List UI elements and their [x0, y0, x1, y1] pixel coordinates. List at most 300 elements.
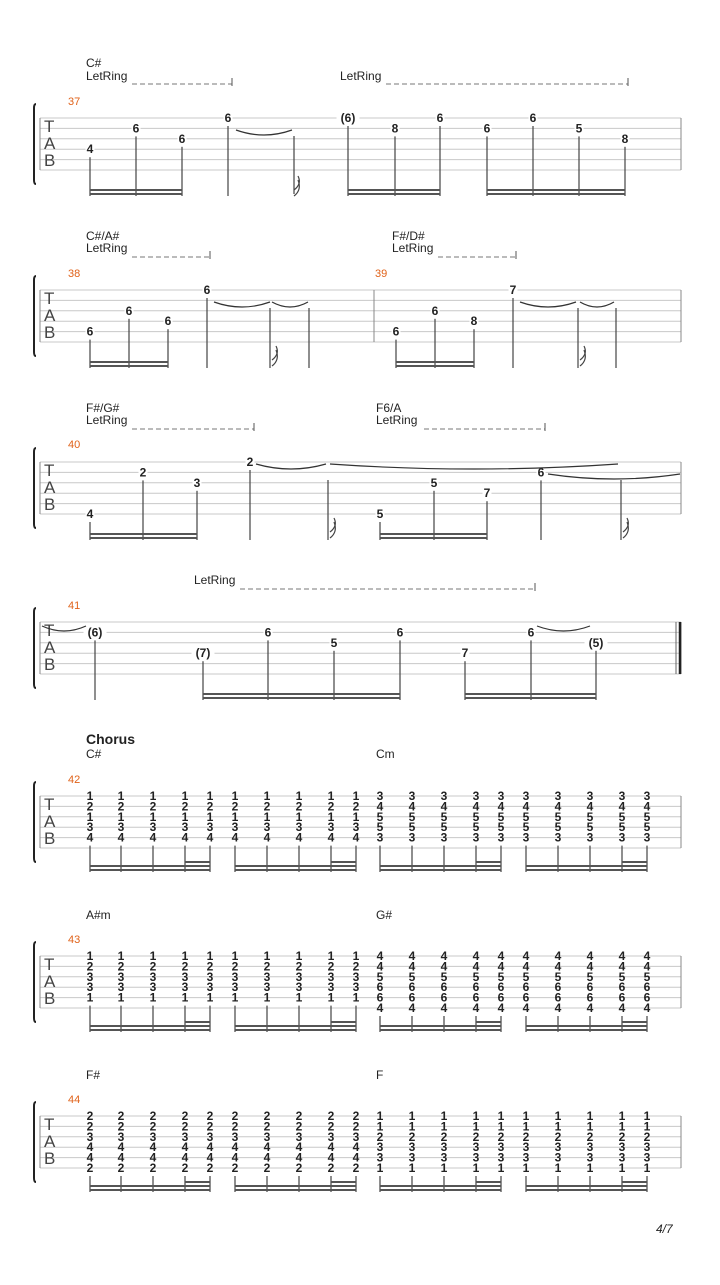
fret-number: 6 [392, 324, 400, 339]
fret-number: 4 [643, 949, 651, 963]
fret-number: 3 [206, 980, 214, 995]
measure-number: 40 [68, 439, 81, 451]
fret-number: 5 [618, 809, 626, 824]
fret-number: 1 [618, 1119, 626, 1134]
fret-number: 3 [117, 820, 125, 835]
fret-number: 3 [352, 820, 360, 835]
fret-number: 3 [149, 980, 157, 995]
tab-letter: T [44, 1115, 55, 1134]
fret-number: 8 [391, 121, 399, 136]
letring-label: LetRing [392, 241, 434, 255]
fret-number: 2 [440, 1129, 448, 1144]
fret-number: 4 [586, 1001, 594, 1015]
fret-number: 5 [575, 121, 583, 136]
fret-number: 1 [352, 949, 360, 963]
fret-number: 5 [586, 820, 594, 835]
tie [330, 464, 618, 469]
fret-number: 1 [295, 809, 303, 824]
fret-number: 4 [376, 959, 384, 974]
fret-number: 1 [86, 789, 94, 803]
fret-number: 6 [436, 111, 444, 125]
fret-number: 5 [376, 809, 384, 824]
fret-number: 3 [327, 980, 335, 995]
fret-number: 5 [522, 820, 530, 835]
chord-label: C# [86, 56, 102, 70]
fret-number: 1 [472, 1119, 480, 1134]
fret-number: 3 [618, 1140, 626, 1155]
fret-number: 3 [522, 830, 530, 845]
chord-label: F#/D# [392, 229, 425, 243]
fret-number: 3 [643, 1150, 651, 1165]
tab-letter: B [44, 151, 56, 170]
fret-number: 6 [396, 625, 404, 640]
fret-number: 3 [554, 789, 562, 803]
chord-label: A#m [86, 908, 111, 922]
fret-number: 1 [618, 1161, 626, 1175]
fret-number: 4 [586, 949, 594, 963]
fret-number: 1 [86, 809, 94, 824]
fret-number: (6) [87, 625, 103, 640]
fret-number: 4 [327, 1140, 335, 1155]
fret-number: 2 [181, 799, 189, 814]
fret-number: 5 [643, 809, 651, 824]
fret-number: 2 [497, 1129, 505, 1144]
tab-letter: T [44, 117, 55, 136]
chord-label: G# [376, 908, 393, 922]
fret-number: 4 [231, 830, 239, 845]
fret-number: 2 [263, 1109, 271, 1123]
chord-label: Cm [376, 747, 395, 761]
fret-number: 1 [522, 1161, 530, 1175]
chord-label: F6/A [376, 401, 402, 415]
fret-number: 6 [618, 980, 626, 995]
fret-number: 7 [483, 486, 491, 501]
fret-number: 4 [522, 1001, 530, 1015]
fret-number: 1 [472, 1161, 480, 1175]
fret-number: 2 [376, 1129, 384, 1144]
fret-number: 3 [352, 1129, 360, 1144]
fret-number: 4 [522, 949, 530, 963]
fret-number: 6 [178, 131, 186, 146]
fret-number: 1 [618, 1109, 626, 1123]
fret-number: 3 [117, 1129, 125, 1144]
fret-number: 4 [181, 1140, 189, 1155]
fret-number: 3 [440, 830, 448, 845]
tab-letter: B [44, 323, 56, 342]
fret-number: 4 [149, 830, 157, 845]
fret-number: 4 [376, 799, 384, 814]
fret-number: 1 [554, 1109, 562, 1123]
fret-number: 6 [125, 303, 133, 318]
fret-number: 2 [522, 1129, 530, 1144]
measure-number: 43 [68, 934, 81, 946]
letring-label: LetRing [376, 413, 418, 427]
fret-number: 3 [376, 789, 384, 803]
fret-number: 2 [86, 799, 94, 814]
fret-number: 6 [431, 303, 439, 318]
section-title: Chorus [86, 731, 135, 747]
fret-number: 3 [327, 1129, 335, 1144]
fret-number: 2 [352, 959, 360, 974]
fret-number: 7 [509, 283, 517, 297]
fret-number: 5 [522, 969, 530, 984]
fret-number: (7) [195, 646, 211, 661]
system-bracket [34, 448, 36, 528]
fret-number: 5 [472, 809, 480, 824]
fret-number: 5 [408, 820, 416, 835]
fret-number: 1 [263, 990, 271, 1005]
chord-label: F# [86, 1068, 101, 1082]
fret-number: 3 [408, 1150, 416, 1165]
fret-number: 1 [522, 1109, 530, 1123]
fret-number: 3 [440, 1150, 448, 1165]
fret-number: 6 [164, 314, 172, 329]
fret-number: 2 [149, 1119, 157, 1134]
fret-number: 3 [231, 820, 239, 835]
fret-number: 2 [206, 1119, 214, 1134]
fret-number: 1 [117, 990, 125, 1005]
fret-number: 3 [522, 1140, 530, 1155]
fret-number: 2 [117, 799, 125, 814]
fret-number: 3 [643, 1140, 651, 1155]
fret-number: 3 [554, 1150, 562, 1165]
letring-label: LetRing [340, 69, 382, 83]
fret-number: 1 [86, 990, 94, 1005]
fret-number: 6 [497, 980, 505, 995]
fret-number: 1 [181, 789, 189, 803]
fret-number: 5 [497, 820, 505, 835]
fret-number: 3 [295, 1129, 303, 1144]
tab-letter: T [44, 955, 55, 974]
fret-number: 3 [263, 820, 271, 835]
fret-number: 3 [149, 820, 157, 835]
fret-number: 3 [193, 475, 201, 490]
fret-number: 3 [408, 789, 416, 803]
fret-number: 2 [231, 1161, 239, 1175]
fret-number: 4 [117, 1150, 125, 1165]
fret-number: 1 [440, 1109, 448, 1123]
fret-number: 3 [263, 980, 271, 995]
fret-number: 3 [295, 820, 303, 835]
fret-number: 6 [643, 990, 651, 1005]
fret-number: 2 [327, 1109, 335, 1123]
fret-number: 4 [618, 949, 626, 963]
fret-number: 4 [408, 1001, 416, 1015]
fret-number: 4 [408, 959, 416, 974]
fret-number: 3 [586, 1140, 594, 1155]
fret-number: 2 [327, 1161, 335, 1175]
tab-letter: A [44, 306, 56, 325]
fret-number: 3 [206, 1129, 214, 1144]
fret-number: 3 [352, 980, 360, 995]
fret-number: 2 [263, 1119, 271, 1134]
fret-number: 4 [117, 830, 125, 845]
fret-number: 3 [440, 1140, 448, 1155]
fret-number: 2 [352, 1161, 360, 1175]
fret-number: 2 [231, 1109, 239, 1123]
fret-number: 1 [497, 1109, 505, 1123]
fret-number: 1 [149, 809, 157, 824]
measure-number: 41 [68, 600, 81, 612]
fret-number: 3 [618, 1150, 626, 1165]
fret-number: 2 [86, 959, 94, 974]
fret-number: 6 [472, 980, 480, 995]
fret-number: 5 [440, 969, 448, 984]
fret-number: 4 [497, 949, 505, 963]
fret-number: 3 [86, 820, 94, 835]
fret-number: 4 [408, 799, 416, 814]
system-bracket [34, 942, 36, 1022]
fret-number: 6 [408, 980, 416, 995]
fret-number: 1 [352, 809, 360, 824]
fret-number: 2 [295, 1119, 303, 1134]
fret-number: 3 [149, 1129, 157, 1144]
fret-number: 4 [231, 1140, 239, 1155]
fret-number: 2 [554, 1129, 562, 1144]
fret-number: 5 [497, 809, 505, 824]
fret-number: 2 [327, 1119, 335, 1134]
fret-number: 5 [554, 969, 562, 984]
fret-number: 4 [295, 1150, 303, 1165]
fret-number: 1 [231, 949, 239, 963]
fret-number: 4 [352, 1140, 360, 1155]
system-bracket [34, 104, 36, 184]
fret-number: 6 [86, 324, 94, 339]
fret-number: 6 [483, 121, 491, 136]
tab-letter: B [44, 495, 56, 514]
fret-number: 5 [472, 969, 480, 984]
tie [214, 302, 270, 307]
fret-number: 4 [408, 949, 416, 963]
tab-letter: A [44, 812, 56, 831]
fret-number: 2 [246, 455, 254, 469]
fret-number: 3 [327, 820, 335, 835]
fret-number: 3 [206, 820, 214, 835]
note-flag [623, 518, 628, 532]
system-bracket [34, 608, 36, 688]
fret-number: 4 [263, 1140, 271, 1155]
fret-number: 1 [352, 789, 360, 803]
fret-number: 3 [497, 789, 505, 803]
fret-number: 2 [643, 1129, 651, 1144]
fret-number: 5 [618, 969, 626, 984]
fret-number: 3 [117, 969, 125, 984]
tab-letter: A [44, 638, 56, 657]
fret-number: 4 [263, 1150, 271, 1165]
fret-number: 4 [472, 959, 480, 974]
tab-letter: T [44, 621, 55, 640]
fret-number: 4 [327, 1150, 335, 1165]
fret-number: 1 [327, 990, 335, 1005]
fret-number: 2 [149, 1109, 157, 1123]
fret-number: 5 [554, 809, 562, 824]
fret-number: 1 [554, 1119, 562, 1134]
fret-number: 3 [206, 969, 214, 984]
fret-number: 1 [206, 990, 214, 1005]
tie [256, 464, 326, 469]
fret-number: 1 [86, 949, 94, 963]
fret-number: 4 [440, 949, 448, 963]
fret-number: 3 [181, 969, 189, 984]
fret-number: 2 [86, 1109, 94, 1123]
fret-number: 4 [586, 959, 594, 974]
fret-number: 2 [86, 1161, 94, 1175]
fret-number: 1 [231, 809, 239, 824]
fret-number: 2 [586, 1129, 594, 1144]
fret-number: 4 [643, 1001, 651, 1015]
fret-number: 5 [408, 969, 416, 984]
fret-number: 1 [408, 1161, 416, 1175]
note-flag [294, 176, 299, 190]
fret-number: 3 [440, 789, 448, 803]
fret-number: 2 [231, 959, 239, 974]
fret-number: 3 [295, 980, 303, 995]
fret-number: 4 [497, 1001, 505, 1015]
fret-number: 2 [352, 799, 360, 814]
tie [272, 302, 308, 307]
fret-number: 1 [181, 809, 189, 824]
tab-letter: B [44, 1149, 56, 1168]
fret-number: 1 [295, 789, 303, 803]
fret-number: 4 [472, 799, 480, 814]
fret-number: 2 [181, 1161, 189, 1175]
fret-number: 1 [181, 949, 189, 963]
fret-number: 1 [586, 1109, 594, 1123]
fret-number: 5 [497, 969, 505, 984]
fret-number: 4 [352, 1150, 360, 1165]
tie [548, 474, 680, 479]
fret-number: 1 [231, 990, 239, 1005]
fret-number: 1 [263, 789, 271, 803]
letring-label: LetRing [194, 573, 236, 587]
fret-number: 4 [86, 142, 94, 157]
fret-number: 1 [440, 1161, 448, 1175]
fret-number: 6 [522, 990, 530, 1005]
fret-number: 1 [376, 1119, 384, 1134]
fret-number: 6 [529, 111, 537, 125]
tie [580, 302, 614, 307]
tab-letter: A [44, 134, 56, 153]
fret-number: 4 [554, 1001, 562, 1015]
fret-number: 4 [643, 799, 651, 814]
fret-number: 1 [263, 809, 271, 824]
fret-number: 2 [149, 1161, 157, 1175]
fret-number: 3 [497, 1140, 505, 1155]
fret-number: 3 [149, 969, 157, 984]
fret-number: 1 [440, 1119, 448, 1134]
fret-number: 4 [440, 959, 448, 974]
fret-number: 5 [586, 809, 594, 824]
fret-number: 4 [86, 1150, 94, 1165]
fret-number: 1 [643, 1109, 651, 1123]
fret-number: 3 [181, 980, 189, 995]
fret-number: 3 [643, 789, 651, 803]
fret-number: 4 [376, 949, 384, 963]
fret-number: 1 [522, 1119, 530, 1134]
fret-number: 3 [408, 1140, 416, 1155]
fret-number: 6 [497, 990, 505, 1005]
fret-number: 1 [643, 1161, 651, 1175]
fret-number: 4 [497, 799, 505, 814]
fret-number: 4 [295, 830, 303, 845]
fret-number: 4 [497, 959, 505, 974]
fret-number: 4 [263, 830, 271, 845]
fret-number: 3 [376, 830, 384, 845]
fret-number: 3 [263, 1129, 271, 1144]
fret-number: 3 [554, 830, 562, 845]
fret-number: 3 [618, 830, 626, 845]
fret-number: 1 [497, 1119, 505, 1134]
measure-number: 37 [68, 96, 81, 108]
fret-number: 6 [440, 990, 448, 1005]
fret-number: 3 [117, 980, 125, 995]
fret-number: 1 [327, 949, 335, 963]
fret-number: 4 [117, 1140, 125, 1155]
fret-number: 6 [264, 625, 272, 640]
fret-number: 4 [206, 1140, 214, 1155]
fret-number: 3 [295, 969, 303, 984]
fret-number: 3 [181, 820, 189, 835]
fret-number: (6) [340, 111, 356, 125]
fret-number: 3 [522, 1150, 530, 1165]
fret-number: 4 [554, 949, 562, 963]
fret-number: 3 [472, 830, 480, 845]
fret-number: 6 [586, 980, 594, 995]
chord-label: C# [86, 747, 102, 761]
fret-number: 5 [472, 820, 480, 835]
fret-number: 1 [586, 1119, 594, 1134]
fret-number: 1 [181, 990, 189, 1005]
fret-number: 4 [472, 949, 480, 963]
fret-number: 1 [231, 789, 239, 803]
fret-number: 1 [472, 1109, 480, 1123]
fret-number: 1 [643, 1119, 651, 1134]
fret-number: 6 [527, 625, 535, 640]
fret-number: 1 [554, 1161, 562, 1175]
fret-number: 2 [327, 799, 335, 814]
fret-number: 5 [643, 820, 651, 835]
measure-number: 42 [68, 774, 81, 786]
fret-number: 4 [181, 830, 189, 845]
tab-letter: B [44, 655, 56, 674]
fret-number: 4 [352, 830, 360, 845]
fret-number: 2 [352, 1109, 360, 1123]
tab-letter: A [44, 972, 56, 991]
fret-number: 2 [149, 959, 157, 974]
fret-number: 2 [149, 799, 157, 814]
fret-number: 4 [86, 830, 94, 845]
tab-letter: T [44, 289, 55, 308]
fret-number: 2 [206, 1109, 214, 1123]
fret-number: 4 [522, 799, 530, 814]
fret-number: 1 [117, 809, 125, 824]
fret-number: 3 [231, 969, 239, 984]
fret-number: 6 [554, 990, 562, 1005]
tie [520, 302, 576, 307]
fret-number: 2 [295, 1161, 303, 1175]
fret-number: 2 [181, 1109, 189, 1123]
fret-number: 1 [408, 1109, 416, 1123]
fret-number: 1 [376, 1161, 384, 1175]
system-bracket [34, 1102, 36, 1182]
fret-number: 6 [203, 283, 211, 297]
fret-number: 3 [408, 830, 416, 845]
fret-number: 3 [181, 1129, 189, 1144]
fret-number: 6 [376, 990, 384, 1005]
fret-number: 6 [132, 121, 140, 136]
system-bracket [34, 276, 36, 356]
fret-number: 3 [522, 789, 530, 803]
